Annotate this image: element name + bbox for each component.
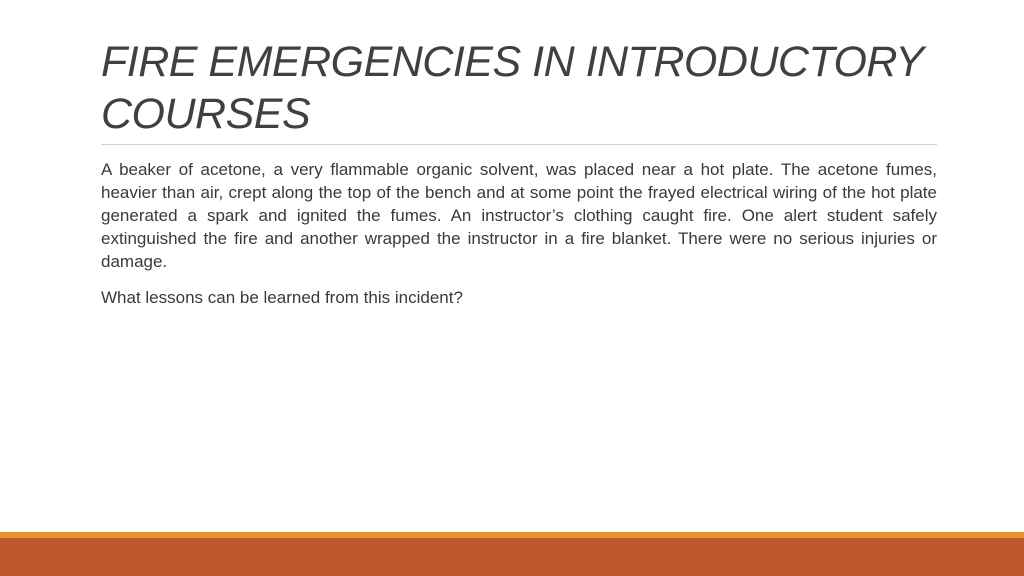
title-divider	[101, 144, 937, 145]
question-paragraph: What lessons can be learned from this incident?	[101, 288, 463, 307]
slide-title: FIRE EMERGENCIES IN INTRODUCTORY COURSES	[101, 38, 923, 138]
incident-paragraph: A beaker of acetone, a very flammable organic solvent, was placed near a hot plate. The acetone fumes, heavier than air, crept along the top of the bench and at some point the frayed electrical wiring of the hot plate generated a spark and ignited the fumes. An instructor’s clothing caught fire. One alert student safely extinguished the fire and another wrapped the instructor in a fire blanket. There were no serious injuries or damage.	[101, 160, 937, 271]
footer-bar	[0, 538, 1024, 576]
slide-body	[101, 158, 937, 322]
